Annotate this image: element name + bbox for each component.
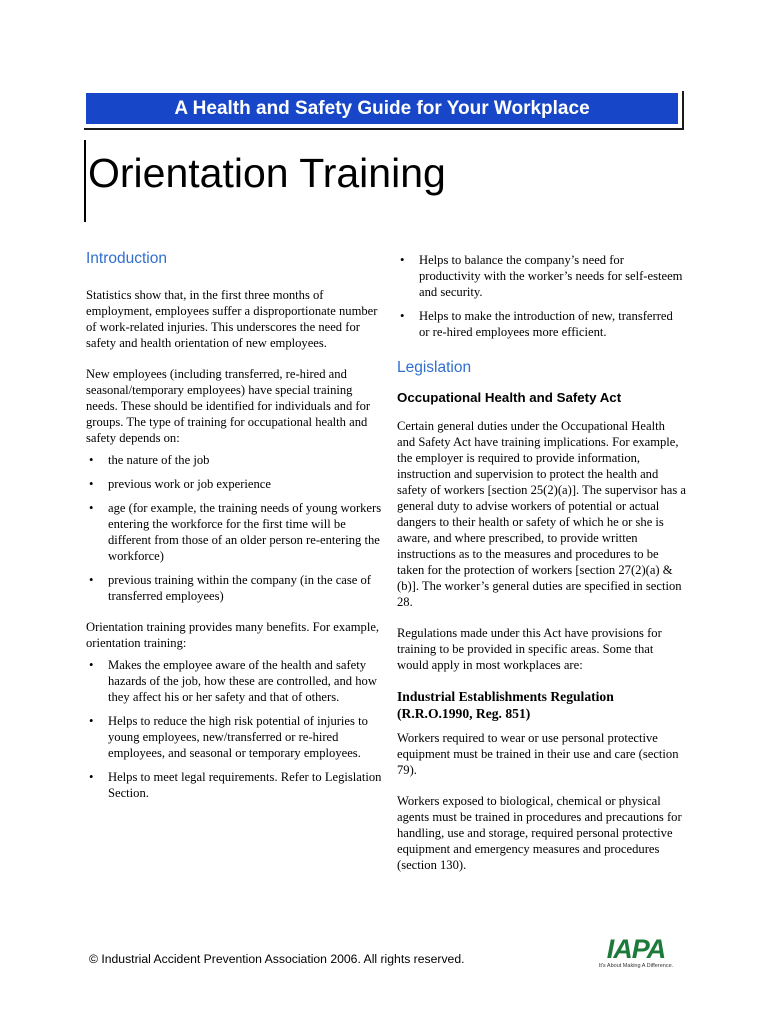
list-item: • the nature of the job <box>86 452 382 468</box>
benefits-list-continued <box>397 252 686 340</box>
banner-title: A Health and Safety Guide for Your Workplace <box>86 93 678 124</box>
regulation-heading: Industrial Establishments Regulation (R.R.O.1990, Reg. 851) <box>397 689 614 721</box>
page-title: Orientation Training <box>88 150 446 196</box>
benefits-list <box>86 657 382 801</box>
introduction-heading: Introduction <box>86 250 167 267</box>
legislation-heading: Legislation <box>397 359 472 376</box>
ppe-paragraph: Workers required to wear or use personal protective equipment must be trained in their use and care (section 79). <box>397 731 679 777</box>
header-banner <box>84 91 684 130</box>
list-item: • Helps to meet legal requirements. Refer to Legislation Section. <box>86 769 382 801</box>
training-needs-paragraph: New employees (including transferred, re-hired and seasonal/temporary employees) have special training needs. These should be identified for individuals and for groups. The type of training for occupational health and safety depends on: <box>86 367 371 445</box>
logo-mark: IAPA <box>606 934 666 964</box>
ohsa-paragraph: Certain general duties under the Occupational Health and Safety Act have training implications. For example, the employer is required to provide information, instruction and supervision to protect the health and safety of workers [section 25(2)(a)]. The supervisor has a general duty to advise workers of potential or actual dangers to their health or safety of which he or she is aware, and where prescribed, to provide written instructions as to the measures and procedures to be taken for the protection of workers [section 27(2)(a) & (b)]. The worker’s general duties are specified in section 28. <box>397 419 686 609</box>
copyright-footer: © Industrial Accident Prevention Association 2006. All rights reserved. <box>89 952 465 966</box>
benefits-paragraph: Orientation training provides many benefits. For example, orientation training: <box>86 620 380 650</box>
intro-paragraph: Statistics show that, in the first three months of employment, employees suffer a disproportionate number of work-related injuries. This underscores the need for safety and health orientation of new employees. <box>86 288 378 350</box>
list-item: • Helps to balance the company’s need for productivity with the worker’s needs for self-esteem and security. <box>397 252 686 300</box>
title-rule <box>84 140 86 222</box>
regulations-paragraph: Regulations made under this Act have provisions for training to be provided in specific areas. Some that would apply in most workplaces are: <box>397 626 662 672</box>
list-item: • Makes the employee aware of the health and safety hazards of the job, how these are controlled, and how they affect his or her safety and that of others. <box>86 657 382 705</box>
ohsa-heading: Occupational Health and Safety Act <box>397 390 622 405</box>
list-item: • previous work or job experience <box>86 476 382 492</box>
right-column <box>397 252 686 888</box>
list-item: • Helps to make the introduction of new, transferred or re-hired employees more efficient. <box>397 308 686 340</box>
list-item: • age (for example, the training needs of young workers entering the workforce for the first time will be different from those of an older person re-entering the workforce) <box>86 500 382 564</box>
list-item: • previous training within the company (in the case of transferred employees) <box>86 572 382 604</box>
agents-paragraph: Workers exposed to biological, chemical or physical agents must be trained in procedures and precautions for handling, use and storage, required personal protective equipment and emergency measures and procedures (section 130). <box>397 794 682 872</box>
list-item: • Helps to reduce the high risk potential of injuries to young employees, new/transferred or re-hired employees, and seasonal or temporary employees. <box>86 713 382 761</box>
left-column <box>86 251 382 816</box>
logo-tagline: It's About Making A Difference. <box>598 963 674 969</box>
training-factors-list <box>86 452 382 604</box>
iapa-logo <box>591 935 681 970</box>
